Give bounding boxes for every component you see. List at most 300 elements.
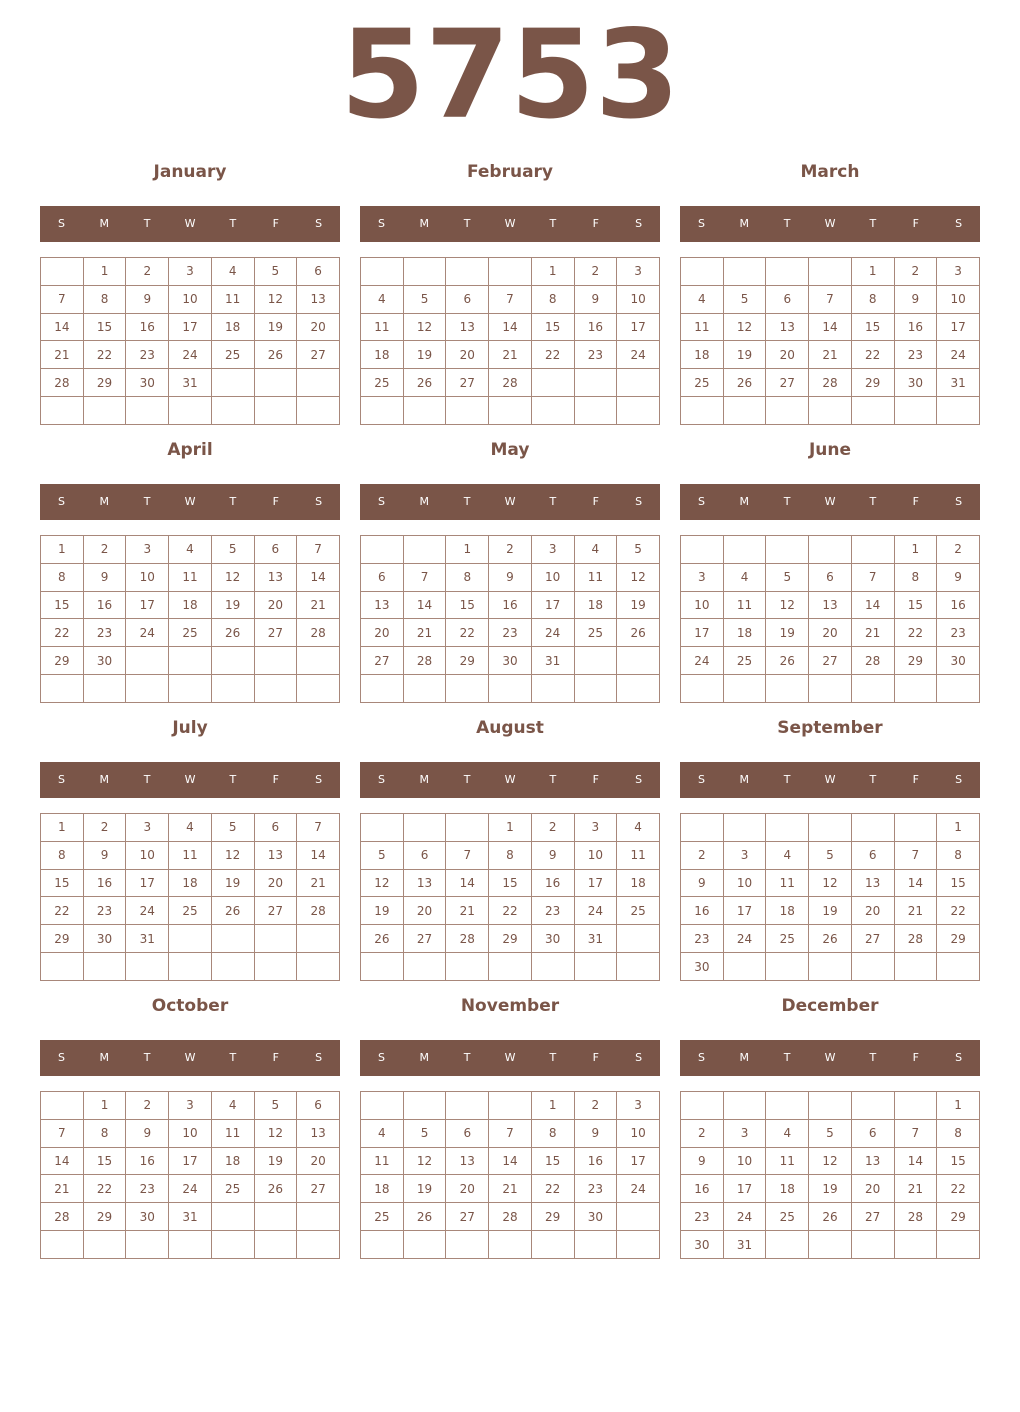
week-row: [361, 313, 660, 341]
weekday-label: W: [824, 217, 836, 230]
day-cell: 2: [894, 258, 937, 286]
weekday-header: [40, 484, 340, 520]
weekday-label: M: [419, 495, 430, 508]
weekday-label: T: [783, 773, 791, 786]
day-cell: 16: [489, 591, 532, 619]
empty-day-cell: [403, 1231, 446, 1259]
day-cell: 24: [617, 341, 660, 369]
week-row: [361, 341, 660, 369]
weekday-label: S: [635, 1051, 643, 1064]
day-cell: 19: [809, 1175, 852, 1203]
weekday-label: T: [783, 495, 791, 508]
empty-day-cell: [766, 536, 809, 564]
week-row: [361, 1203, 660, 1231]
empty-day-cell: [574, 397, 617, 425]
weekday-label: S: [955, 773, 963, 786]
empty-day-cell: [617, 397, 660, 425]
empty-day-cell: [403, 258, 446, 286]
day-cell: 17: [531, 591, 574, 619]
day-grid: [40, 813, 340, 981]
weekday-label: T: [549, 773, 557, 786]
day-cell: 8: [531, 1119, 574, 1147]
week-row: [361, 897, 660, 925]
empty-day-cell: [723, 536, 766, 564]
day-cell: 9: [126, 285, 169, 313]
empty-day-cell: [809, 953, 852, 981]
weekday-header: [680, 1040, 980, 1076]
day-cell: 3: [681, 563, 724, 591]
week-row: [681, 841, 980, 869]
day-cell: 15: [41, 869, 84, 897]
week-row: [361, 675, 660, 703]
day-cell: 25: [766, 1203, 809, 1231]
day-cell: 26: [723, 369, 766, 397]
empty-day-cell: [574, 369, 617, 397]
empty-day-cell: [361, 814, 404, 842]
day-cell: 20: [403, 897, 446, 925]
day-cell: 19: [211, 869, 254, 897]
day-cell: 3: [723, 841, 766, 869]
day-cell: 27: [254, 897, 297, 925]
month-title: October: [151, 996, 229, 1016]
empty-day-cell: [41, 953, 84, 981]
weekday-label: F: [272, 773, 279, 786]
day-cell: 7: [809, 285, 852, 313]
day-cell: 26: [403, 369, 446, 397]
month-title: April: [167, 440, 213, 460]
week-row: [41, 841, 340, 869]
day-cell: 3: [126, 814, 169, 842]
week-row: [681, 675, 980, 703]
empty-day-cell: [169, 953, 212, 981]
empty-day-cell: [126, 675, 169, 703]
day-grid: [680, 535, 980, 703]
day-cell: 21: [489, 1175, 532, 1203]
weekday-label: F: [912, 495, 919, 508]
weekday-label: S: [955, 1051, 963, 1064]
week-row: [361, 814, 660, 842]
day-cell: 27: [766, 369, 809, 397]
empty-day-cell: [169, 1231, 212, 1259]
day-cell: 1: [531, 258, 574, 286]
weekday-label: T: [229, 495, 237, 508]
week-row: [681, 285, 980, 313]
day-cell: 23: [489, 619, 532, 647]
day-cell: 6: [361, 563, 404, 591]
day-cell: 4: [681, 285, 724, 313]
calendar-year-title: 5753: [340, 4, 680, 146]
day-cell: 9: [574, 285, 617, 313]
day-cell: 21: [809, 341, 852, 369]
day-cell: 8: [937, 841, 980, 869]
day-cell: 11: [766, 1147, 809, 1175]
day-cell: 16: [574, 1147, 617, 1175]
weekday-label: S: [697, 773, 705, 786]
day-cell: 23: [894, 341, 937, 369]
empty-day-cell: [723, 675, 766, 703]
day-cell: 29: [41, 925, 84, 953]
empty-day-cell: [297, 647, 340, 675]
day-cell: 29: [937, 1203, 980, 1231]
week-row: [41, 369, 340, 397]
day-cell: 20: [254, 869, 297, 897]
day-cell: 25: [211, 341, 254, 369]
empty-day-cell: [766, 1092, 809, 1120]
day-cell: 2: [681, 841, 724, 869]
empty-day-cell: [531, 675, 574, 703]
empty-day-cell: [617, 953, 660, 981]
day-cell: 9: [681, 869, 724, 897]
week-row: [41, 397, 340, 425]
day-cell: 9: [83, 841, 126, 869]
week-row: [681, 1092, 980, 1120]
day-cell: 30: [681, 953, 724, 981]
weekday-label: W: [504, 1051, 516, 1064]
week-row: [361, 536, 660, 564]
empty-day-cell: [489, 953, 532, 981]
empty-day-cell: [723, 258, 766, 286]
day-cell: 29: [489, 925, 532, 953]
weekday-label: F: [272, 1051, 279, 1064]
day-cell: 12: [403, 313, 446, 341]
week-row: [681, 925, 980, 953]
empty-day-cell: [446, 1231, 489, 1259]
day-cell: 19: [211, 591, 254, 619]
day-cell: 8: [937, 1119, 980, 1147]
empty-day-cell: [254, 397, 297, 425]
weekday-header: [680, 762, 980, 798]
empty-day-cell: [297, 397, 340, 425]
day-cell: 29: [83, 1203, 126, 1231]
weekday-label: M: [99, 773, 110, 786]
day-cell: 21: [403, 619, 446, 647]
day-cell: 11: [574, 563, 617, 591]
empty-day-cell: [894, 675, 937, 703]
day-cell: 7: [403, 563, 446, 591]
day-cell: 20: [851, 1175, 894, 1203]
weekday-label: F: [592, 217, 599, 230]
weekday-label: M: [419, 1051, 430, 1064]
day-cell: 12: [617, 563, 660, 591]
weekday-label: W: [504, 217, 516, 230]
weekday-header: [680, 206, 980, 242]
empty-day-cell: [446, 953, 489, 981]
day-cell: 17: [723, 897, 766, 925]
day-cell: 6: [403, 841, 446, 869]
day-cell: 16: [126, 313, 169, 341]
day-cell: 8: [41, 841, 84, 869]
week-row: [41, 897, 340, 925]
week-row: [41, 1175, 340, 1203]
day-cell: 12: [361, 869, 404, 897]
empty-day-cell: [297, 1203, 340, 1231]
day-cell: 17: [574, 869, 617, 897]
day-cell: 28: [851, 647, 894, 675]
empty-day-cell: [83, 953, 126, 981]
day-cell: 5: [254, 258, 297, 286]
day-cell: 6: [851, 841, 894, 869]
day-cell: 15: [894, 591, 937, 619]
day-cell: 14: [297, 841, 340, 869]
day-cell: 16: [681, 1175, 724, 1203]
day-grid: [680, 813, 980, 981]
day-cell: 4: [574, 536, 617, 564]
day-cell: 3: [937, 258, 980, 286]
empty-day-cell: [531, 369, 574, 397]
day-cell: 31: [531, 647, 574, 675]
week-row: [681, 1231, 980, 1259]
weekday-label: S: [57, 495, 65, 508]
day-cell: 22: [531, 341, 574, 369]
empty-day-cell: [766, 675, 809, 703]
day-cell: 8: [446, 563, 489, 591]
day-cell: 25: [169, 897, 212, 925]
weekday-label: F: [592, 1051, 599, 1064]
day-cell: 20: [297, 313, 340, 341]
day-cell: 9: [894, 285, 937, 313]
day-grid: [680, 257, 980, 425]
weekday-label: T: [143, 773, 151, 786]
empty-day-cell: [617, 369, 660, 397]
day-cell: 23: [126, 1175, 169, 1203]
month-title: June: [808, 440, 852, 460]
day-cell: 13: [851, 1147, 894, 1175]
week-row: [681, 369, 980, 397]
week-row: [41, 869, 340, 897]
day-cell: 11: [361, 313, 404, 341]
day-cell: 22: [83, 341, 126, 369]
day-cell: 2: [531, 814, 574, 842]
day-cell: 28: [809, 369, 852, 397]
empty-day-cell: [531, 397, 574, 425]
day-cell: 10: [617, 1119, 660, 1147]
day-cell: 29: [83, 369, 126, 397]
weekday-label: F: [272, 495, 279, 508]
month-title: March: [800, 162, 860, 182]
day-cell: 26: [617, 619, 660, 647]
day-cell: 12: [403, 1147, 446, 1175]
weekday-label: F: [912, 773, 919, 786]
day-cell: 26: [361, 925, 404, 953]
weekday-label: T: [229, 1051, 237, 1064]
day-cell: 16: [574, 313, 617, 341]
day-cell: 9: [126, 1119, 169, 1147]
day-cell: 1: [531, 1092, 574, 1120]
weekday-label: W: [824, 495, 836, 508]
day-cell: 13: [254, 563, 297, 591]
empty-day-cell: [766, 953, 809, 981]
day-cell: 2: [937, 536, 980, 564]
day-cell: 25: [723, 647, 766, 675]
day-cell: 12: [211, 841, 254, 869]
empty-day-cell: [361, 953, 404, 981]
day-cell: 11: [169, 563, 212, 591]
empty-day-cell: [937, 1231, 980, 1259]
day-cell: 10: [574, 841, 617, 869]
day-cell: 17: [169, 313, 212, 341]
empty-day-cell: [361, 397, 404, 425]
day-cell: 28: [297, 897, 340, 925]
day-cell: 24: [169, 341, 212, 369]
day-cell: 5: [809, 841, 852, 869]
empty-day-cell: [403, 1092, 446, 1120]
day-cell: 10: [681, 591, 724, 619]
day-cell: 20: [446, 1175, 489, 1203]
day-cell: 11: [617, 841, 660, 869]
empty-day-cell: [254, 1231, 297, 1259]
day-cell: 1: [446, 536, 489, 564]
day-cell: 19: [809, 897, 852, 925]
day-cell: 18: [617, 869, 660, 897]
day-cell: 1: [489, 814, 532, 842]
empty-day-cell: [681, 675, 724, 703]
empty-day-cell: [254, 1203, 297, 1231]
day-cell: 17: [126, 591, 169, 619]
day-cell: 7: [297, 814, 340, 842]
weekday-header: [360, 206, 660, 242]
day-cell: 16: [126, 1147, 169, 1175]
empty-day-cell: [254, 675, 297, 703]
empty-day-cell: [894, 953, 937, 981]
day-cell: 1: [41, 536, 84, 564]
weekday-label: M: [739, 1051, 750, 1064]
day-cell: 30: [531, 925, 574, 953]
day-cell: 8: [531, 285, 574, 313]
day-cell: 23: [574, 341, 617, 369]
empty-day-cell: [531, 953, 574, 981]
day-cell: 1: [937, 814, 980, 842]
week-row: [681, 591, 980, 619]
day-cell: 4: [361, 285, 404, 313]
week-row: [41, 619, 340, 647]
month-title: February: [466, 162, 554, 182]
empty-day-cell: [851, 1231, 894, 1259]
day-cell: 18: [361, 1175, 404, 1203]
day-cell: 27: [809, 647, 852, 675]
empty-day-cell: [361, 536, 404, 564]
empty-day-cell: [681, 814, 724, 842]
weekday-label: T: [463, 217, 471, 230]
empty-day-cell: [169, 675, 212, 703]
empty-day-cell: [809, 397, 852, 425]
day-cell: 12: [211, 563, 254, 591]
weekday-label: M: [419, 773, 430, 786]
empty-day-cell: [681, 1092, 724, 1120]
weekday-label: W: [824, 773, 836, 786]
day-cell: 17: [723, 1175, 766, 1203]
empty-day-cell: [617, 1231, 660, 1259]
week-row: [361, 1092, 660, 1120]
empty-day-cell: [446, 258, 489, 286]
weekday-header: [360, 484, 660, 520]
empty-day-cell: [809, 536, 852, 564]
day-cell: 7: [894, 841, 937, 869]
weekday-label: M: [99, 217, 110, 230]
empty-day-cell: [531, 1231, 574, 1259]
day-cell: 22: [531, 1175, 574, 1203]
week-row: [41, 953, 340, 981]
day-cell: 3: [617, 258, 660, 286]
day-cell: 5: [617, 536, 660, 564]
week-row: [681, 258, 980, 286]
day-cell: 31: [169, 369, 212, 397]
day-cell: 28: [489, 1203, 532, 1231]
empty-day-cell: [723, 814, 766, 842]
day-cell: 4: [169, 814, 212, 842]
day-cell: 7: [489, 1119, 532, 1147]
week-row: [361, 869, 660, 897]
day-cell: 6: [297, 258, 340, 286]
day-cell: 13: [766, 313, 809, 341]
day-cell: 27: [446, 1203, 489, 1231]
day-cell: 3: [169, 1092, 212, 1120]
empty-day-cell: [681, 258, 724, 286]
weekday-header: [360, 762, 660, 798]
day-cell: 20: [851, 897, 894, 925]
weekday-label: S: [377, 495, 385, 508]
empty-day-cell: [723, 953, 766, 981]
day-cell: 21: [851, 619, 894, 647]
day-cell: 21: [297, 869, 340, 897]
day-cell: 16: [937, 591, 980, 619]
day-cell: 10: [169, 1119, 212, 1147]
week-row: [41, 647, 340, 675]
day-cell: 22: [851, 341, 894, 369]
weekday-label: S: [377, 1051, 385, 1064]
empty-day-cell: [723, 397, 766, 425]
day-cell: 9: [83, 563, 126, 591]
weekday-label: S: [697, 1051, 705, 1064]
day-cell: 24: [126, 897, 169, 925]
day-cell: 12: [809, 1147, 852, 1175]
day-cell: 14: [403, 591, 446, 619]
day-cell: 30: [489, 647, 532, 675]
day-cell: 3: [574, 814, 617, 842]
week-row: [361, 369, 660, 397]
day-cell: 30: [574, 1203, 617, 1231]
day-cell: 4: [766, 1119, 809, 1147]
day-cell: 6: [254, 814, 297, 842]
day-cell: 14: [894, 1147, 937, 1175]
day-cell: 4: [723, 563, 766, 591]
weekday-label: S: [377, 773, 385, 786]
empty-day-cell: [297, 953, 340, 981]
day-cell: 14: [489, 313, 532, 341]
empty-day-cell: [937, 675, 980, 703]
empty-day-cell: [83, 397, 126, 425]
week-row: [681, 953, 980, 981]
day-cell: 25: [361, 369, 404, 397]
day-cell: 7: [446, 841, 489, 869]
day-cell: 13: [809, 591, 852, 619]
day-cell: 16: [531, 869, 574, 897]
week-row: [361, 563, 660, 591]
day-cell: 24: [723, 1203, 766, 1231]
day-cell: 6: [766, 285, 809, 313]
day-grid: [360, 1091, 660, 1259]
day-cell: 20: [297, 1147, 340, 1175]
week-row: [361, 1175, 660, 1203]
day-cell: 21: [894, 1175, 937, 1203]
empty-day-cell: [723, 1092, 766, 1120]
weekday-label: S: [57, 1051, 65, 1064]
empty-day-cell: [126, 397, 169, 425]
day-cell: 3: [169, 258, 212, 286]
day-cell: 23: [126, 341, 169, 369]
day-cell: 9: [531, 841, 574, 869]
day-cell: 9: [681, 1147, 724, 1175]
week-row: [361, 1147, 660, 1175]
